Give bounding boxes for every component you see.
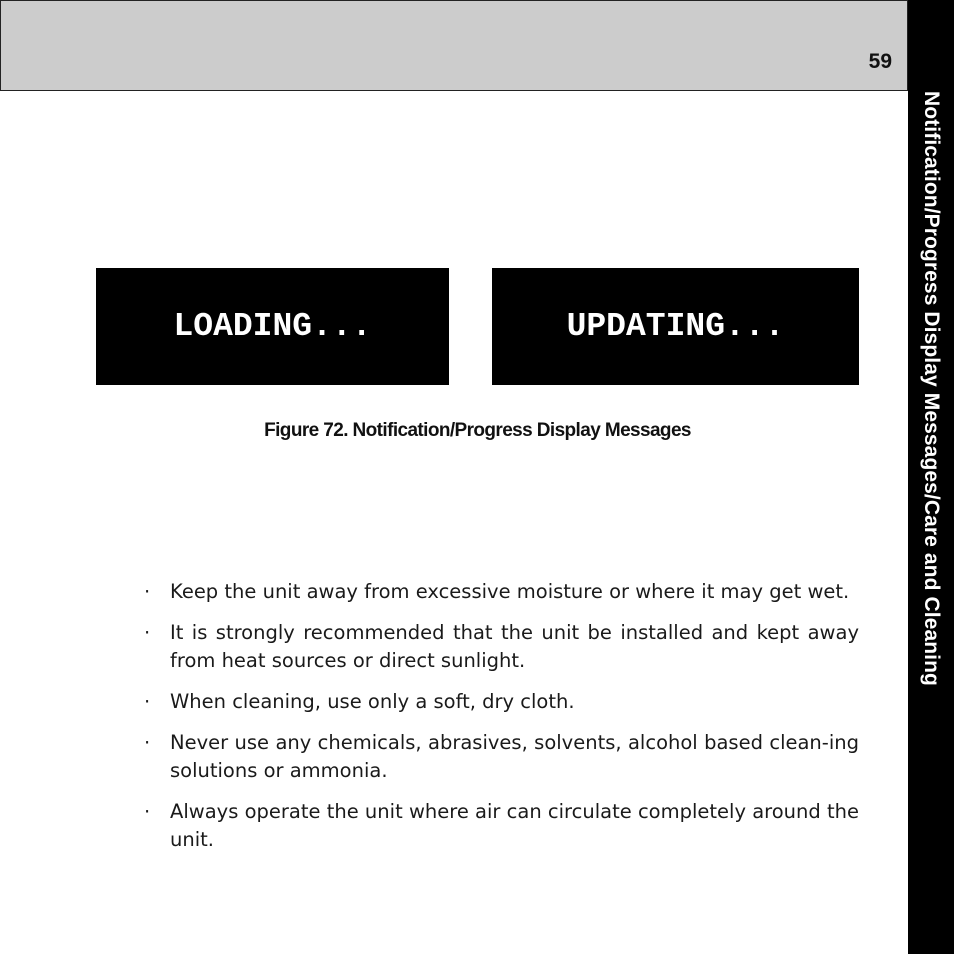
care-list-item-text: It is strongly recommended that the unit be installed and kept away from heat sources or direct sunlight. [170,621,859,672]
bullet-dot-icon: · [144,731,151,754]
loading-display-text: LOADING... [173,308,372,345]
care-list-item [140,688,859,716]
loading-display [96,268,449,385]
care-list-item-text: Keep the unit away from excessive moisture or where it may get wet. [170,580,850,603]
care-list-item-text: When cleaning, use only a soft, dry cloth. [170,690,575,713]
care-list-item-text: Never use any chemicals, abrasives, solvents, alcohol based clean-ing solutions or ammonia. [170,731,859,782]
care-list-item [140,798,859,854]
updating-display [492,268,859,385]
header-bar [0,0,908,91]
care-list-item [140,619,859,675]
bullet-dot-icon: · [144,621,151,644]
figure-caption: Figure 72. Notification/Progress Display Messages [264,420,691,441]
bullet-dot-icon: · [144,580,151,603]
care-list-item-text: Always operate the unit where air can circulate completely around the unit. [170,800,859,851]
care-list-item [140,729,859,785]
care-list [140,578,859,867]
page-number: 59 [868,50,892,73]
bullet-dot-icon: · [144,690,151,713]
bullet-dot-icon: · [144,800,151,823]
updating-display-text: UPDATING... [566,308,785,345]
side-tab-title: Notification/Progress Display Messages/Care and Cleaning [920,91,943,686]
care-list-item [140,578,859,606]
